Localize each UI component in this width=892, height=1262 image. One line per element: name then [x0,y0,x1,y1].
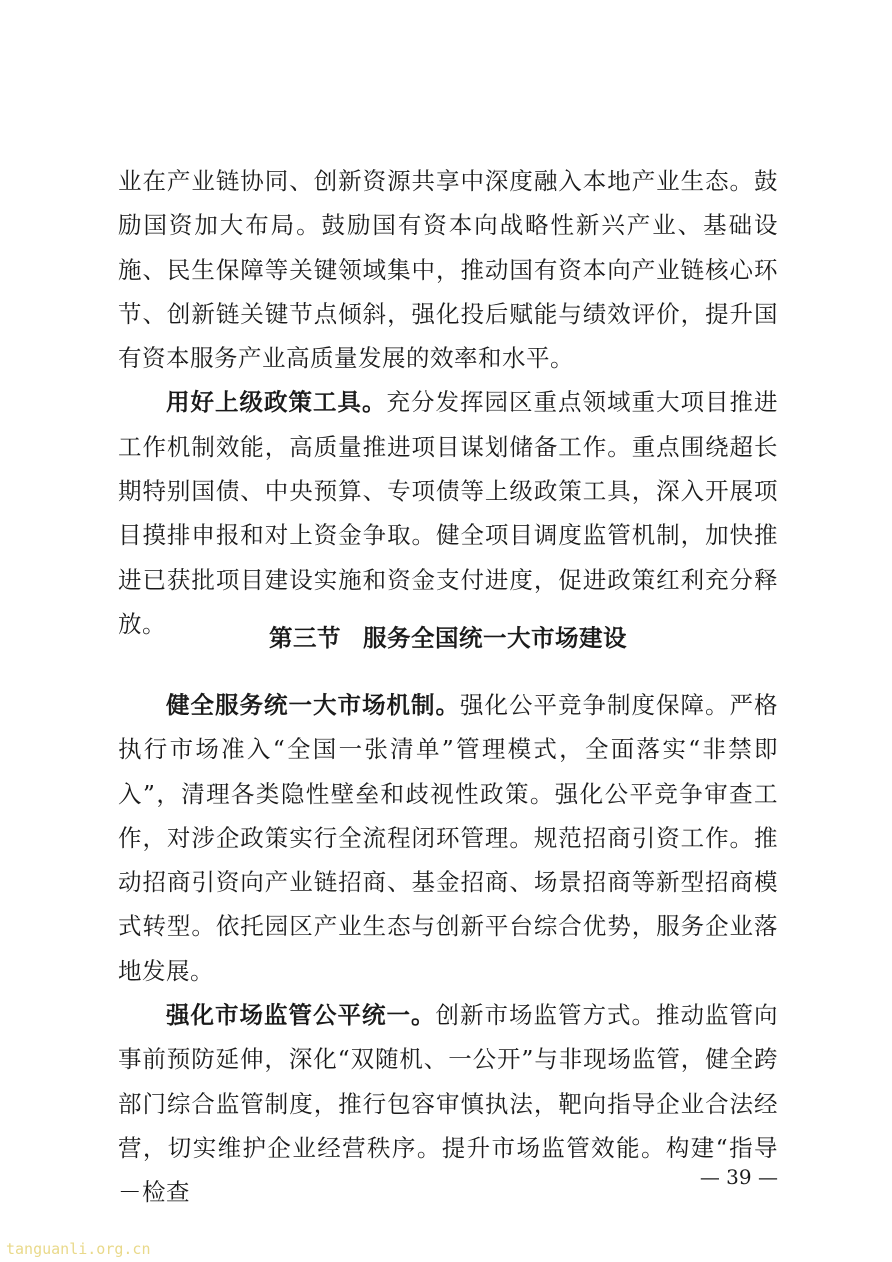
paragraph-lead-heading: 用好上级政策工具。 [166,388,387,417]
page-number: — 39 — [699,1165,778,1189]
section-number: 第三节 [269,624,341,652]
section-heading [118,618,778,658]
paragraph-continued: 业在产业链协同、创新资源共享中深度融入本地产业生态。鼓励国资加大布局。鼓励国有资本向战略性新兴产业、基础设施、民生保障等关键领域集中，推动国有资本向产业链核心环节、创新链关键节点倾斜，强化投后赋能与绩效评价，提升国有资本服务产业高质量发展的效率和水平。 [118,167,778,373]
section-title-text: 服务全国统一大市场建设 [363,624,627,652]
paragraph-body: 创新市场监管方式。推动监管向事前预防延伸，深化“双随机、一公开”与非现场监管，健全跨部门综合监管制度，推行包容审慎执法，靶向指导企业合法经营，切实维护企业经营秩序。提升市场监管效能。构建“指导－检查 [118,1001,778,1207]
paragraph-policy-tools [118,380,778,646]
text-block-upper [118,159,778,646]
paragraph-lead-heading: 强化市场监管公平统一。 [166,1001,436,1030]
paragraph-body: 充分发挥园区重点领域重大项目推进工作机制效能，高质量推进项目谋划储备工作。重点围绕超长期特别国债、中央预算、专项债等上级政策工具，深入开展项目摸排申报和对上资金争取。健全项目调度监管机制，加快推进已获批项目建设实施和资金支付进度，促进政策红利充分释放。 [118,388,778,638]
paragraph-lead-heading: 健全服务统一大市场机制。 [166,691,460,719]
paragraph-body: 强化公平竞争制度保障。严格执行市场准入“全国一张清单”管理模式，全面落实“非禁即入”，清理各类隐性壁垒和歧视性政策。强化公平竞争审查工作，对涉企政策实行全流程闭环管理。规范招商引资工作。推动招商引资向产业链招商、基金招商、场景招商等新型招商模式转型。依托园区产业生态与创新平台综合优势，服务企业落地发展。 [118,691,778,985]
paragraph-unified-market-mechanism [118,683,778,993]
text-block-lower [118,683,778,1215]
site-watermark: tanguanli.org.cn [6,1240,151,1258]
